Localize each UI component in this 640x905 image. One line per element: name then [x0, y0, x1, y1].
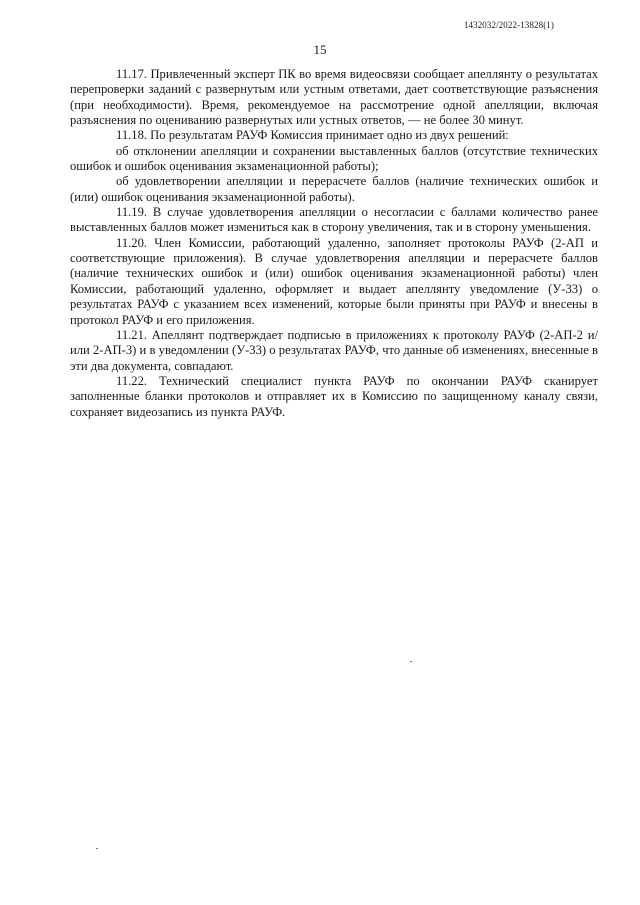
paragraph-11-20: 11.20. Член Комиссии, работающий удаленно, заполняет протоколы РАУФ (2-АП и соответствующие приложения). В случае удовлетворения апелляции и перерасчете баллов (наличие технических ошибок и (или) ошибок оценивания экзаменационной работы) член Комиссии, работающий удаленно, оформляет и выдает апеллянту уведомление (У-33) о результатах РАУФ с указанием всех изменений, которые были приняты при РАУФ и внесены в протокол РАУФ и его приложения. — [70, 235, 598, 327]
document-id: 1432032/2022-13828(1) — [463, 20, 554, 30]
paragraph-decision-accept: об удовлетворении апелляции и перерасчете баллов (наличие технических ошибок и (или) ошибок оценивания экзаменационной работы). — [70, 174, 598, 204]
paragraph-11-22: 11.22. Технический специалист пункта РАУФ по окончании РАУФ сканирует заполненные бланки протоколов и отправляет их в Комиссию по защищенному каналу связи, сохраняет видеозапись из пункта РАУФ. — [70, 373, 598, 419]
scan-speck — [96, 848, 98, 849]
paragraph-11-18: 11.18. По результатам РАУФ Комиссия принимает одно из двух решений: — [116, 128, 509, 143]
document-body — [70, 67, 598, 420]
paragraph-decision-reject: об отклонении апелляции и сохранении выставленных баллов (отсутствие технических ошибок и ошибок оценивания экзаменационной работы); — [70, 143, 598, 174]
paragraph-11-21: 11.21. Апеллянт подтверждает подписью в приложениях к протоколу РАУФ (2-АП-2 и/или 2-АП-3) и в уведомлении (У-33) о результатах РАУФ, что данные об изменениях, внесенные в эти два документа, совпадают. — [70, 327, 598, 373]
scan-speck — [410, 661, 412, 662]
page-number: 15 — [313, 42, 327, 57]
paragraph-11-19: 11.19. В случае удовлетворения апелляции о несогласии с баллами количество ранее выставленных баллов может измениться как в сторону увеличения, так и в сторону уменьшения. — [70, 205, 598, 235]
paragraph-11-17: 11.17. Привлеченный эксперт ПК во время видеосвязи сообщает апеллянту о результатах перепроверки заданий с развернутым или устным ответами, дает соответствующие разъяснения (при необходимости). Время, рекомендуемое на рассмотрение одной апелляции, включая разъяснения по оцениванию развернутых или устных ответов, — не более 30 минут. — [70, 67, 598, 128]
